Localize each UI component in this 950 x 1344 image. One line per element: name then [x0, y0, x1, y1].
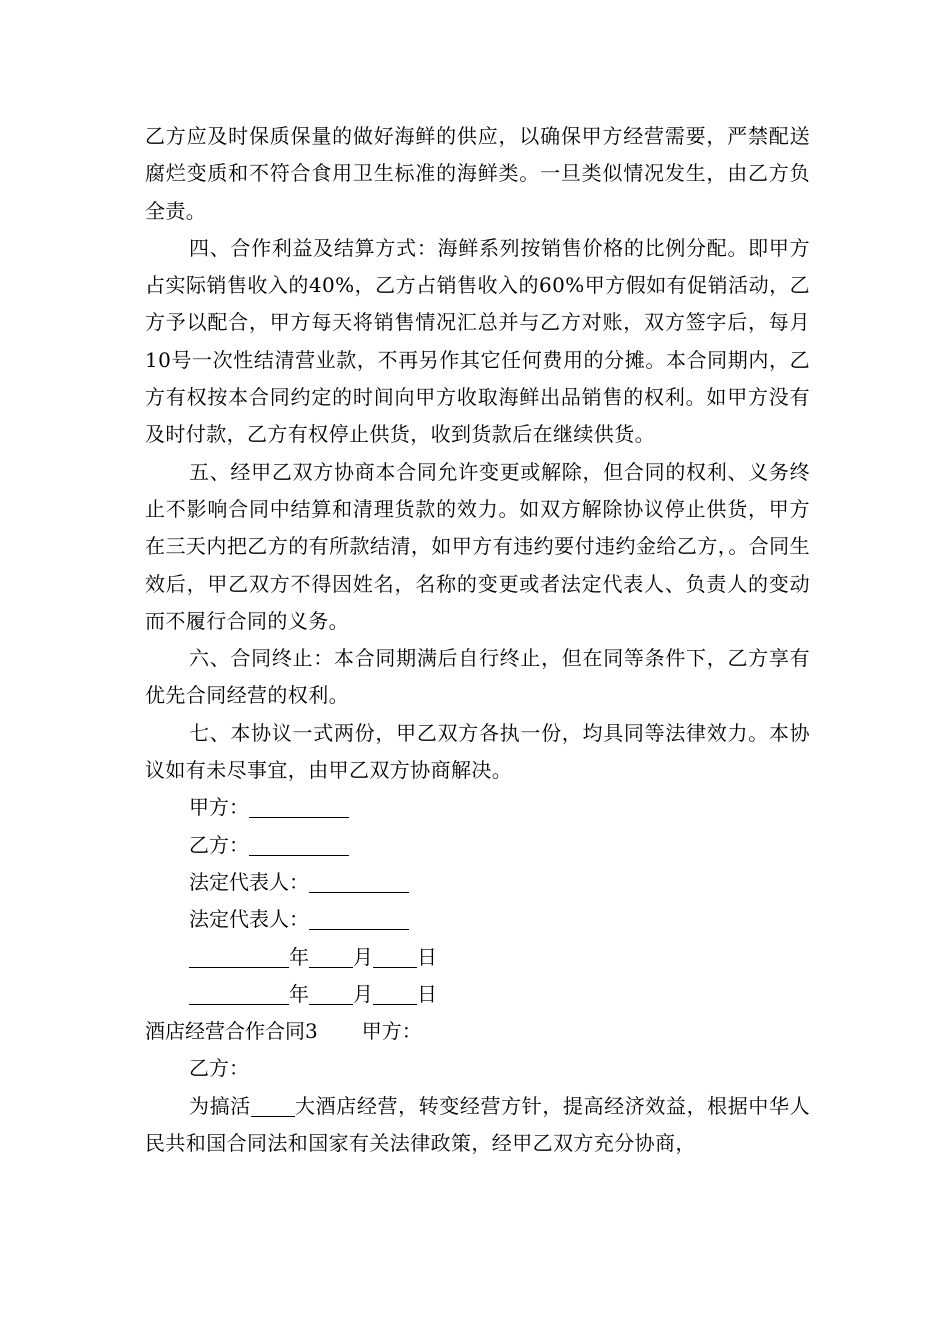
next-party-b-label: 乙方：	[189, 1056, 249, 1081]
signature-legal-rep-a	[145, 864, 810, 901]
clause-6-contract-end: 六、合同终止：本合同期满后自行终止，但在同等条件下，乙方享有优先合同经营的权利。	[145, 646, 810, 708]
day-blank[interactable]	[373, 980, 417, 1005]
month-blank[interactable]	[309, 943, 353, 968]
day-label: 日	[417, 944, 437, 969]
date-line-b	[145, 976, 810, 1013]
clause-5-change-termination: 五、经甲乙双方协商本合同允许变更或解除，但合同的权利、义务终止不影响合同中结算和清理货款的效力。如双方解除协议停止供货，甲方在三天内把乙方的有所款结清，如甲方有违约要付违约金给乙方，。合同生效后，甲乙双方不得因姓名，名称的变更或者法定代表人、负责人的变动而不履行合同的义务。	[145, 459, 810, 633]
party-b-blank[interactable]	[249, 831, 349, 856]
clause-4-settlement: 四、合作利益及结算方式：海鲜系列按销售价格的比例分配。即甲方占实际销售收入的40%，乙方占销售收入的60%甲方假如有促销活动，乙方予以配合，甲方每天将销售情况汇总并与乙方对账，双方签字后，每月10号一次性结清营业款，不再另作其它任何费用的分摊。本合同期内，乙方有权按本合同约定的时间向甲方收取海鲜出品销售的权利。如甲方没有及时付款，乙方有权停止供货，收到货款后在继续供货。	[145, 235, 810, 447]
clause-supply-quality: 乙方应及时保质保量的做好海鲜的供应，以确保甲方经营需要，严禁配送腐烂变质和不符合食用卫生标准的海鲜类。一旦类似情况发生，由乙方负全责。	[145, 124, 810, 223]
legal-rep-label: 法定代表人：	[189, 869, 309, 894]
signature-party-a	[145, 789, 810, 826]
year-blank[interactable]	[189, 943, 289, 968]
next-contract-heading	[145, 1013, 810, 1050]
legal-rep-a-blank[interactable]	[309, 868, 409, 893]
intro-part-2: 大酒店经营，转变经营方针，提高经济效益，根据中华人民共和国合同法和国家有关法律政策，经甲乙双方充分协商，	[145, 1093, 811, 1156]
party-b-label: 乙方：	[189, 832, 249, 857]
next-contract-intro	[145, 1088, 810, 1163]
next-contract-party-a: 甲方：	[361, 1019, 422, 1044]
document-body	[145, 118, 810, 1162]
month-label: 月	[353, 944, 373, 969]
next-contract-title: 酒店经营合作合同3	[145, 1019, 318, 1044]
next-contract-party-b	[145, 1050, 810, 1087]
legal-rep-b-blank[interactable]	[309, 905, 409, 930]
month-label: 月	[353, 981, 373, 1006]
day-label: 日	[417, 981, 437, 1006]
clause-7-copies: 七、本协议一式两份，甲乙双方各执一份，均具同等法律效力。本协议如有未尽事宜，由甲乙双方协商解决。	[145, 720, 810, 783]
date-line-a	[145, 939, 810, 976]
party-a-label: 甲方：	[189, 795, 249, 820]
hotel-name-blank[interactable]	[251, 1092, 295, 1117]
year-label: 年	[289, 944, 309, 969]
month-blank[interactable]	[309, 980, 353, 1005]
signature-party-b	[145, 827, 810, 864]
legal-rep-label: 法定代表人：	[189, 907, 309, 932]
party-a-blank[interactable]	[249, 793, 349, 818]
year-label: 年	[289, 981, 309, 1006]
signature-legal-rep-b	[145, 901, 810, 938]
intro-part-1: 为搞活	[189, 1093, 251, 1118]
year-blank[interactable]	[189, 980, 289, 1005]
day-blank[interactable]	[373, 943, 417, 968]
